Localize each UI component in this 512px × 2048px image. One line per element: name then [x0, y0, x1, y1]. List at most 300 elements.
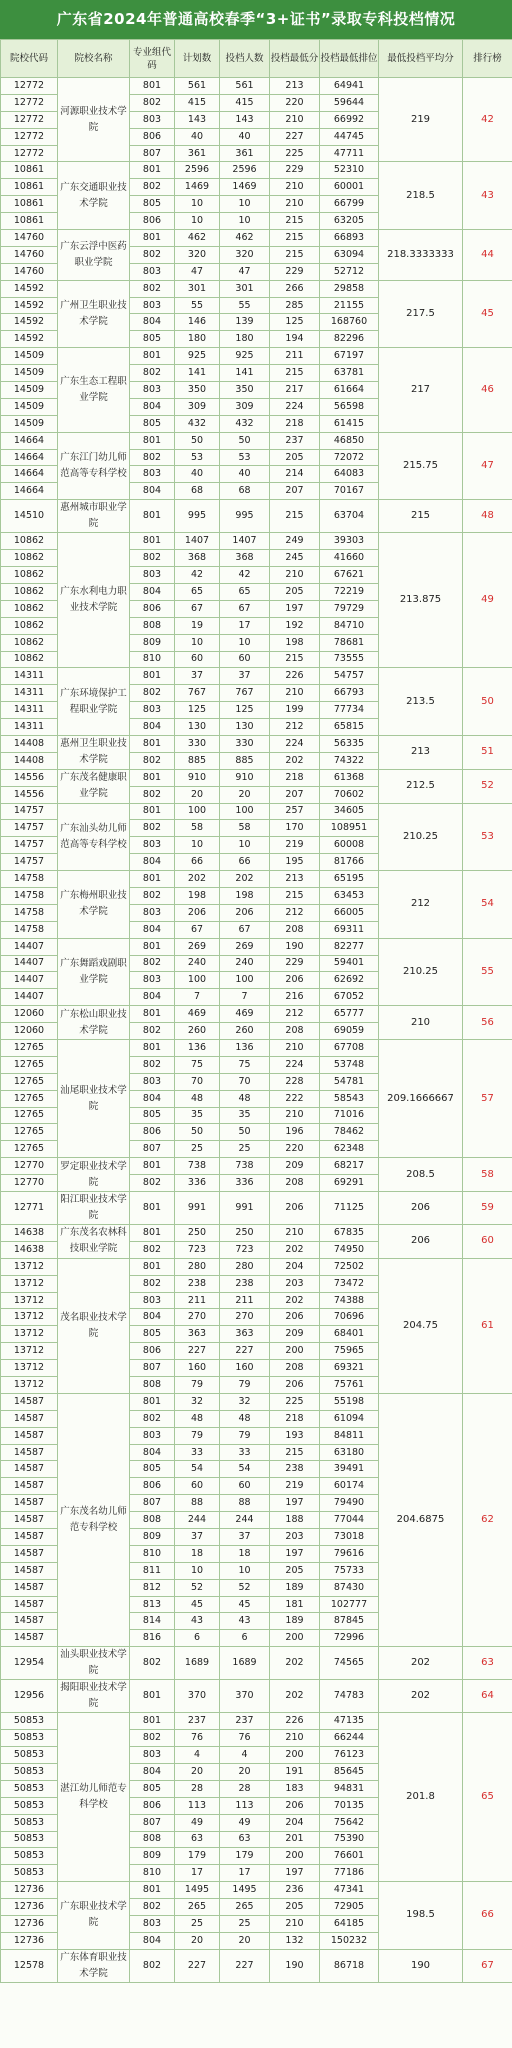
plan-cell: 20	[175, 1932, 220, 1949]
group-code-cell: 802	[130, 1410, 175, 1427]
min-rank-cell: 58543	[320, 1090, 379, 1107]
min-rank-cell: 34605	[320, 803, 379, 820]
school-name-cell: 广东茂名农林科技职业学院	[58, 1225, 130, 1259]
school-name-cell: 广东江门幼儿师范高等专科学校	[58, 432, 130, 500]
avg-score-cell: 212.5	[379, 769, 463, 803]
plan-cell: 2596	[175, 162, 220, 179]
min-score-cell: 266	[270, 280, 320, 297]
group-code-cell: 801	[130, 230, 175, 247]
admitted-cell: 20	[220, 786, 270, 803]
group-code-cell: 802	[130, 685, 175, 702]
min-score-cell: 210	[270, 196, 320, 213]
school-code-cell: 12736	[1, 1899, 58, 1916]
min-rank-cell: 75390	[320, 1831, 379, 1848]
avg-score-cell: 201.8	[379, 1713, 463, 1882]
min-rank-cell: 72502	[320, 1258, 379, 1275]
school-code-cell: 12770	[1, 1175, 58, 1192]
admitted-cell: 10	[220, 634, 270, 651]
min-rank-cell: 63180	[320, 1444, 379, 1461]
min-score-cell: 200	[270, 1630, 320, 1647]
min-rank-cell: 66793	[320, 685, 379, 702]
group-code-cell: 803	[130, 1427, 175, 1444]
min-rank-cell: 78462	[320, 1124, 379, 1141]
school-code-cell: 14757	[1, 854, 58, 871]
min-rank-cell: 72905	[320, 1899, 379, 1916]
school-code-cell: 10861	[1, 196, 58, 213]
min-score-cell: 209	[270, 1158, 320, 1175]
group-code-cell: 803	[130, 466, 175, 483]
avg-score-cell: 217.5	[379, 280, 463, 348]
admitted-cell: 70	[220, 1073, 270, 1090]
avg-score-cell: 210.25	[379, 938, 463, 1006]
min-rank-cell: 62692	[320, 972, 379, 989]
plan-cell: 885	[175, 752, 220, 769]
admitted-cell: 10	[220, 1562, 270, 1579]
min-score-cell: 200	[270, 1343, 320, 1360]
min-rank-cell: 70167	[320, 483, 379, 500]
plan-cell: 1469	[175, 179, 220, 196]
school-code-cell: 14760	[1, 263, 58, 280]
admitted-cell: 244	[220, 1512, 270, 1529]
min-rank-cell: 52310	[320, 162, 379, 179]
plan-cell: 17	[175, 1865, 220, 1882]
school-code-cell: 12765	[1, 1124, 58, 1141]
ranking-cell: 67	[463, 1949, 512, 1982]
ranking-cell: 57	[463, 1039, 512, 1157]
min-rank-cell: 44745	[320, 128, 379, 145]
min-rank-cell: 53748	[320, 1056, 379, 1073]
school-code-cell: 50853	[1, 1713, 58, 1730]
school-code-cell: 10861	[1, 213, 58, 230]
group-code-cell: 807	[130, 1360, 175, 1377]
school-name-cell: 茂名职业技术学院	[58, 1258, 130, 1393]
ranking-cell: 52	[463, 769, 512, 803]
min-rank-cell: 69291	[320, 1175, 379, 1192]
plan-cell: 54	[175, 1461, 220, 1478]
plan-cell: 211	[175, 1292, 220, 1309]
school-code-cell: 14407	[1, 955, 58, 972]
plan-cell: 269	[175, 938, 220, 955]
admitted-cell: 10	[220, 213, 270, 230]
min-rank-cell: 59401	[320, 955, 379, 972]
group-code-cell: 804	[130, 1444, 175, 1461]
plan-cell: 10	[175, 837, 220, 854]
group-code-cell: 801	[130, 803, 175, 820]
school-name-cell: 湛江幼儿师范专科学校	[58, 1713, 130, 1882]
min-rank-cell: 63781	[320, 365, 379, 382]
admitted-cell: 48	[220, 1410, 270, 1427]
min-rank-cell: 66005	[320, 904, 379, 921]
min-score-cell: 210	[270, 1039, 320, 1056]
plan-cell: 67	[175, 921, 220, 938]
admitted-cell: 1689	[220, 1647, 270, 1680]
school-code-cell: 14757	[1, 837, 58, 854]
avg-score-cell: 202	[379, 1680, 463, 1713]
school-code-cell: 14311	[1, 668, 58, 685]
min-rank-cell: 75965	[320, 1343, 379, 1360]
min-rank-cell: 77186	[320, 1865, 379, 1882]
min-rank-cell: 168760	[320, 314, 379, 331]
group-code-cell: 803	[130, 567, 175, 584]
min-score-cell: 212	[270, 904, 320, 921]
min-score-cell: 208	[270, 1023, 320, 1040]
table-row	[1, 348, 512, 365]
min-score-cell: 224	[270, 1056, 320, 1073]
min-score-cell: 202	[270, 1647, 320, 1680]
min-rank-cell: 66893	[320, 230, 379, 247]
min-score-cell: 224	[270, 398, 320, 415]
school-code-cell: 13712	[1, 1275, 58, 1292]
min-score-cell: 193	[270, 1427, 320, 1444]
plan-cell: 49	[175, 1814, 220, 1831]
min-score-cell: 197	[270, 1865, 320, 1882]
admitted-cell: 361	[220, 145, 270, 162]
group-code-cell: 803	[130, 702, 175, 719]
school-code-cell: 12771	[1, 1192, 58, 1225]
school-code-cell: 14587	[1, 1461, 58, 1478]
min-score-cell: 212	[270, 1006, 320, 1023]
min-score-cell: 192	[270, 617, 320, 634]
ranking-cell: 60	[463, 1225, 512, 1259]
admitted-cell: 100	[220, 972, 270, 989]
min-rank-cell: 41660	[320, 550, 379, 567]
plan-cell: 60	[175, 1478, 220, 1495]
group-code-cell: 804	[130, 989, 175, 1006]
min-rank-cell: 74322	[320, 752, 379, 769]
school-code-cell: 10861	[1, 162, 58, 179]
min-rank-cell: 66992	[320, 111, 379, 128]
plan-cell: 25	[175, 1141, 220, 1158]
admitted-cell: 37	[220, 1529, 270, 1546]
group-code-cell: 802	[130, 365, 175, 382]
min-score-cell: 205	[270, 1562, 320, 1579]
min-score-cell: 220	[270, 94, 320, 111]
min-rank-cell: 71125	[320, 1192, 379, 1225]
group-code-cell: 802	[130, 887, 175, 904]
min-rank-cell: 94831	[320, 1780, 379, 1797]
plan-cell: 63	[175, 1831, 220, 1848]
group-code-cell: 803	[130, 263, 175, 280]
group-code-cell: 804	[130, 583, 175, 600]
ranking-cell: 55	[463, 938, 512, 1006]
min-rank-cell: 76601	[320, 1848, 379, 1865]
plan-cell: 10	[175, 213, 220, 230]
group-code-cell: 804	[130, 719, 175, 736]
table-row	[1, 533, 512, 550]
min-rank-cell: 84710	[320, 617, 379, 634]
min-rank-cell: 150232	[320, 1932, 379, 1949]
table-row	[1, 1192, 512, 1225]
school-code-cell: 12772	[1, 128, 58, 145]
min-score-cell: 220	[270, 1141, 320, 1158]
school-code-cell: 14758	[1, 921, 58, 938]
admitted-cell: 370	[220, 1680, 270, 1713]
school-code-cell: 13712	[1, 1343, 58, 1360]
group-code-cell: 805	[130, 331, 175, 348]
group-code-cell: 801	[130, 162, 175, 179]
school-code-cell: 14407	[1, 938, 58, 955]
min-score-cell: 203	[270, 1529, 320, 1546]
min-score-cell: 202	[270, 1680, 320, 1713]
admitted-cell: 4	[220, 1747, 270, 1764]
ranking-cell: 53	[463, 803, 512, 871]
min-rank-cell: 85645	[320, 1763, 379, 1780]
admitted-cell: 350	[220, 382, 270, 399]
plan-cell: 1495	[175, 1882, 220, 1899]
min-rank-cell: 65195	[320, 871, 379, 888]
school-code-cell: 12772	[1, 111, 58, 128]
group-code-cell: 809	[130, 634, 175, 651]
min-score-cell: 203	[270, 1275, 320, 1292]
group-code-cell: 801	[130, 1680, 175, 1713]
min-rank-cell: 70602	[320, 786, 379, 803]
school-code-cell: 14638	[1, 1225, 58, 1242]
admitted-cell: 260	[220, 1023, 270, 1040]
school-code-cell: 12765	[1, 1107, 58, 1124]
school-code-cell: 12736	[1, 1932, 58, 1949]
school-code-cell: 14592	[1, 297, 58, 314]
plan-cell: 180	[175, 331, 220, 348]
school-name-cell: 广东汕头幼儿师范高等专科学校	[58, 803, 130, 871]
school-code-cell: 12772	[1, 94, 58, 111]
group-code-cell: 806	[130, 128, 175, 145]
group-code-cell: 806	[130, 1797, 175, 1814]
admitted-cell: 469	[220, 1006, 270, 1023]
ranking-cell: 56	[463, 1006, 512, 1040]
min-score-cell: 132	[270, 1932, 320, 1949]
plan-cell: 19	[175, 617, 220, 634]
school-code-cell: 13712	[1, 1292, 58, 1309]
school-code-cell: 13712	[1, 1258, 58, 1275]
min-score-cell: 215	[270, 365, 320, 382]
plan-cell: 561	[175, 78, 220, 95]
avg-score-cell: 219	[379, 78, 463, 162]
min-score-cell: 202	[270, 1292, 320, 1309]
school-code-cell: 50853	[1, 1747, 58, 1764]
min-score-cell: 229	[270, 955, 320, 972]
min-score-cell: 205	[270, 449, 320, 466]
group-code-cell: 801	[130, 432, 175, 449]
min-score-cell: 210	[270, 1107, 320, 1124]
school-code-cell: 14407	[1, 972, 58, 989]
min-rank-cell: 72996	[320, 1630, 379, 1647]
min-rank-cell: 82296	[320, 331, 379, 348]
min-rank-cell: 70135	[320, 1797, 379, 1814]
admitted-cell: 45	[220, 1596, 270, 1613]
plan-cell: 79	[175, 1377, 220, 1394]
plan-cell: 330	[175, 735, 220, 752]
group-code-cell: 802	[130, 550, 175, 567]
plan-cell: 141	[175, 365, 220, 382]
plan-cell: 240	[175, 955, 220, 972]
plan-cell: 42	[175, 567, 220, 584]
min-rank-cell: 46850	[320, 432, 379, 449]
ranking-cell: 48	[463, 500, 512, 533]
school-code-cell: 12578	[1, 1949, 58, 1982]
min-score-cell: 190	[270, 938, 320, 955]
admitted-cell: 20	[220, 1932, 270, 1949]
group-code-cell: 801	[130, 1158, 175, 1175]
admitted-cell: 32	[220, 1393, 270, 1410]
group-code-cell: 809	[130, 1529, 175, 1546]
school-code-cell: 14757	[1, 820, 58, 837]
min-score-cell: 229	[270, 263, 320, 280]
plan-cell: 28	[175, 1780, 220, 1797]
school-code-cell: 12765	[1, 1141, 58, 1158]
admitted-cell: 206	[220, 904, 270, 921]
school-code-cell: 10862	[1, 634, 58, 651]
school-name-cell: 广东云浮中医药职业学院	[58, 230, 130, 281]
min-score-cell: 237	[270, 432, 320, 449]
school-code-cell: 14664	[1, 432, 58, 449]
min-rank-cell: 75761	[320, 1377, 379, 1394]
plan-cell: 50	[175, 432, 220, 449]
school-code-cell: 50853	[1, 1730, 58, 1747]
avg-score-cell: 209.1666667	[379, 1039, 463, 1157]
ranking-cell: 46	[463, 348, 512, 432]
min-score-cell: 209	[270, 1326, 320, 1343]
group-code-cell: 803	[130, 382, 175, 399]
min-rank-cell: 39491	[320, 1461, 379, 1478]
avg-score-cell: 215.75	[379, 432, 463, 500]
plan-cell: 143	[175, 111, 220, 128]
group-code-cell: 802	[130, 1056, 175, 1073]
min-rank-cell: 47341	[320, 1882, 379, 1899]
min-score-cell: 211	[270, 348, 320, 365]
plan-cell: 55	[175, 297, 220, 314]
admitted-cell: 336	[220, 1175, 270, 1192]
plan-cell: 350	[175, 382, 220, 399]
plan-cell: 320	[175, 246, 220, 263]
admitted-cell: 180	[220, 331, 270, 348]
group-code-cell: 807	[130, 145, 175, 162]
table-row	[1, 230, 512, 247]
table-body	[1, 78, 512, 1983]
min-score-cell: 205	[270, 583, 320, 600]
ranking-cell: 65	[463, 1713, 512, 1882]
admitted-cell: 49	[220, 1814, 270, 1831]
plan-cell: 125	[175, 702, 220, 719]
min-rank-cell: 63704	[320, 500, 379, 533]
group-code-cell: 810	[130, 1865, 175, 1882]
school-code-cell: 10862	[1, 583, 58, 600]
min-score-cell: 219	[270, 837, 320, 854]
school-name-cell: 广东茂名健康职业学院	[58, 769, 130, 803]
min-rank-cell: 47135	[320, 1713, 379, 1730]
plan-cell: 20	[175, 1763, 220, 1780]
min-score-cell: 204	[270, 1814, 320, 1831]
group-code-cell: 801	[130, 1006, 175, 1023]
school-code-cell: 50853	[1, 1780, 58, 1797]
plan-cell: 260	[175, 1023, 220, 1040]
min-score-cell: 196	[270, 1124, 320, 1141]
group-code-cell: 802	[130, 1275, 175, 1292]
school-code-cell: 12770	[1, 1158, 58, 1175]
admitted-cell: 991	[220, 1192, 270, 1225]
plan-cell: 58	[175, 820, 220, 837]
min-score-cell: 218	[270, 1410, 320, 1427]
admitted-cell: 462	[220, 230, 270, 247]
min-rank-cell: 102777	[320, 1596, 379, 1613]
admitted-cell: 211	[220, 1292, 270, 1309]
header-admitted: 投档人数	[220, 40, 270, 78]
admission-table	[0, 39, 512, 1983]
min-score-cell: 125	[270, 314, 320, 331]
admitted-cell: 250	[220, 1225, 270, 1242]
avg-score-cell: 218.5	[379, 162, 463, 230]
group-code-cell: 803	[130, 111, 175, 128]
min-score-cell: 206	[270, 1192, 320, 1225]
ranking-cell: 59	[463, 1192, 512, 1225]
admitted-cell: 432	[220, 415, 270, 432]
school-code-cell: 14592	[1, 314, 58, 331]
min-score-cell: 245	[270, 550, 320, 567]
school-code-cell: 14510	[1, 500, 58, 533]
admitted-cell: 17	[220, 1865, 270, 1882]
min-score-cell: 195	[270, 854, 320, 871]
min-score-cell: 210	[270, 1730, 320, 1747]
school-code-cell: 12060	[1, 1023, 58, 1040]
school-code-cell: 14587	[1, 1596, 58, 1613]
plan-cell: 33	[175, 1444, 220, 1461]
school-code-cell: 14509	[1, 365, 58, 382]
min-score-cell: 181	[270, 1596, 320, 1613]
admitted-cell: 20	[220, 1763, 270, 1780]
group-code-cell: 806	[130, 1478, 175, 1495]
avg-score-cell: 212	[379, 871, 463, 939]
min-score-cell: 229	[270, 162, 320, 179]
school-code-cell: 14664	[1, 483, 58, 500]
group-code-cell: 801	[130, 1258, 175, 1275]
group-code-cell: 802	[130, 1023, 175, 1040]
min-score-cell: 197	[270, 1545, 320, 1562]
table-row	[1, 1006, 512, 1023]
group-code-cell: 807	[130, 1814, 175, 1831]
school-code-cell: 50853	[1, 1797, 58, 1814]
min-rank-cell: 61664	[320, 382, 379, 399]
admitted-cell: 738	[220, 1158, 270, 1175]
plan-cell: 415	[175, 94, 220, 111]
table-row	[1, 1039, 512, 1056]
ranking-cell: 61	[463, 1258, 512, 1393]
admitted-cell: 910	[220, 769, 270, 786]
table-row	[1, 280, 512, 297]
min-rank-cell: 74388	[320, 1292, 379, 1309]
ranking-cell: 42	[463, 78, 512, 162]
school-code-cell: 14311	[1, 719, 58, 736]
group-code-cell: 808	[130, 1377, 175, 1394]
header-min-score: 投档最低分	[270, 40, 320, 78]
group-code-cell: 804	[130, 1932, 175, 1949]
school-code-cell: 13712	[1, 1377, 58, 1394]
admitted-cell: 18	[220, 1545, 270, 1562]
admitted-cell: 561	[220, 78, 270, 95]
admitted-cell: 67	[220, 921, 270, 938]
group-code-cell: 801	[130, 871, 175, 888]
min-score-cell: 285	[270, 297, 320, 314]
group-code-cell: 801	[130, 533, 175, 550]
admitted-cell: 143	[220, 111, 270, 128]
school-code-cell: 14556	[1, 786, 58, 803]
admitted-cell: 42	[220, 567, 270, 584]
min-score-cell: 206	[270, 1377, 320, 1394]
admitted-cell: 65	[220, 583, 270, 600]
school-code-cell: 14587	[1, 1495, 58, 1512]
school-name-cell: 广东梅州职业技术学院	[58, 871, 130, 939]
school-name-cell: 惠州城市职业学院	[58, 500, 130, 533]
plan-cell: 48	[175, 1410, 220, 1427]
school-code-cell: 10862	[1, 567, 58, 584]
